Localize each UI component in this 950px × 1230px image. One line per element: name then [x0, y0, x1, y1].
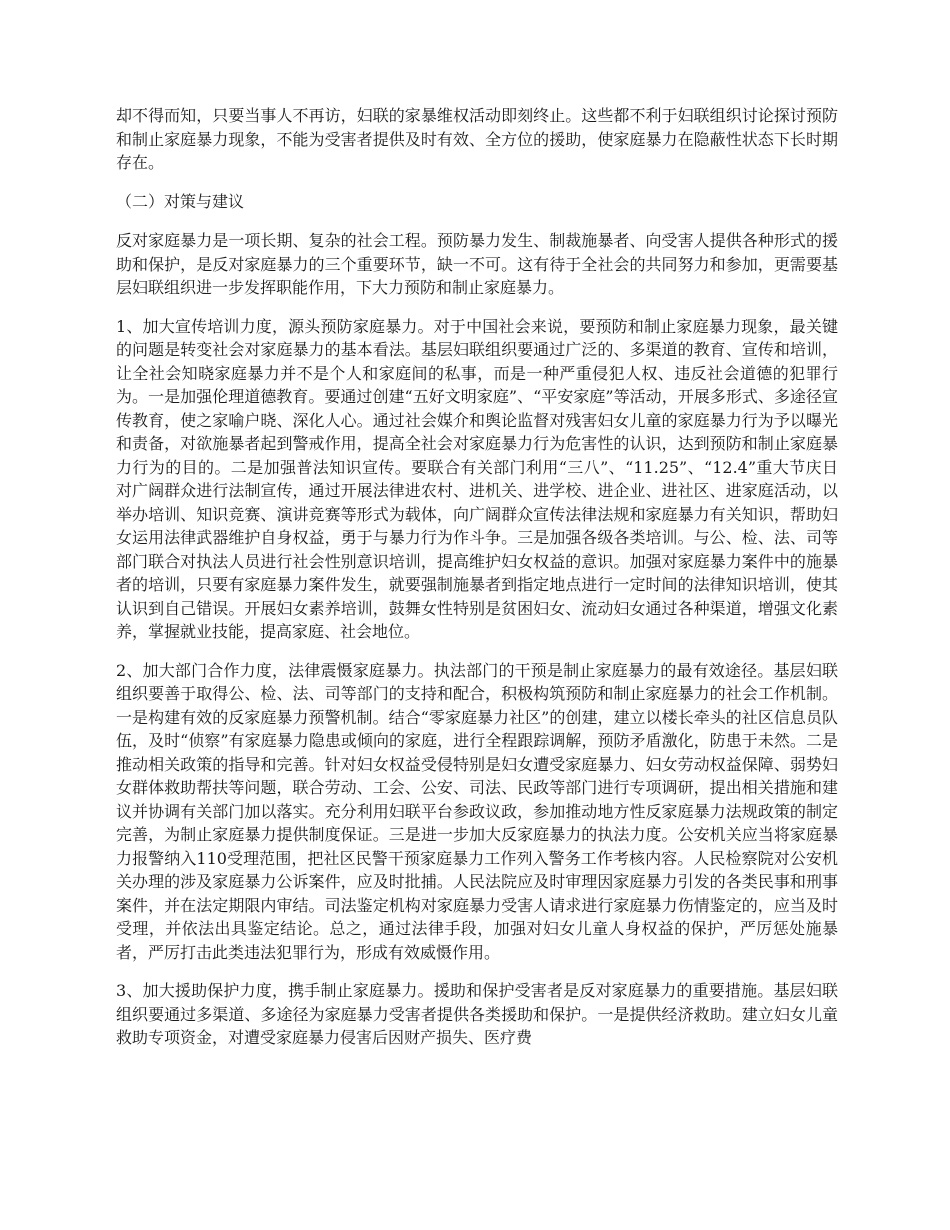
paragraph-item-2: 2、加大部门合作力度，法律震慑家庭暴力。执法部门的干预是制止家庭暴力的最有效途径。基层妇联组织要善于取得公、检、法、司等部门的支持和配合，积极构筑预防和制止家庭暴力的社会工作机制。一是构建有效的反家庭暴力预警机制。结合“零家庭暴力社区”的创建，建立以楼长牵头的社区信息员队伍，及时“侦察”有家庭暴力隐患或倾向的家庭，进行全程跟踪调解，预防矛盾激化，防患于未然。二是推动相关政策的指导和完善。针对妇女权益受侵特别是妇女遭受家庭暴力、妇女劳动权益保障、弱势妇女群体救助帮扶等问题，联合劳动、工会、公安、司法、民政等部门进行专项调研，提出相关措施和建议并协调有关部门加以落实。充分利用妇联平台参政议政，参加推动地方性反家庭暴力法规政策的制定完善，为制止家庭暴力提供制度保证。三是进一步加大反家庭暴力的执法力度。公安机关应当将家庭暴力报警纳入110受理范围，把社区民警干预家庭暴力工作列入警务工作考核内容。人民检察院对公安机关办理的涉及家庭暴力公诉案件，应及时批捕。人民法院应及时审理因家庭暴力引发的各类民事和刑事案件，并在法定期限内审结。司法鉴定机构对家庭暴力受害人请求进行家庭暴力伤情鉴定的，应当及时受理，并依法出具鉴定结论。总之，通过法律手段，加强对妇女儿童人身权益的保护，严厉惩处施暴者，严厉打击此类违法犯罪行为，形成有效威慑作用。: [116, 660, 838, 962]
paragraph-continuation: 却不得而知，只要当事人不再访，妇联的家暴维权活动即刻终止。这些都不利于妇联组织讨论探讨预防和制止家庭暴力现象，不能为受害者提供及时有效、全方位的援助，使家庭暴力在隐蔽性状态下长时期存在。: [116, 106, 838, 172]
paragraph-item-1: 1、加大宣传培训力度，源头预防家庭暴力。对于中国社会来说，要预防和制止家庭暴力现象，最关键的问题是转变社会对家庭暴力的基本看法。基层妇联组织要通过广泛的、多渠道的教育、宣传和培训，让全社会知晓家庭暴力并不是个人和家庭间的私事，而是一种严重侵犯人权、违反社会道德的犯罪行为。一是加强伦理道德教育。要通过创建“五好文明家庭”、“平安家庭”等活动，开展多形式、多途径宣传教育，使之家喻户晓、深化人心。通过社会媒介和舆论监督对残害妇女儿童的家庭暴力行为予以曝光和责备，对欲施暴者起到警戒作用，提高全社会对家庭暴力行为危害性的认识，达到预防和制止家庭暴力行为的目的。二是加强普法知识宣传。要联合有关部门利用“三八”、“11.25”、“12.4”重大节庆日对广阔群众进行法制宣传，通过开展法律进农村、进机关、进学校、进企业、进社区、进家庭活动，以举办培训、知识竞赛、演讲竞赛等形式为载体，向广阔群众宣传法律法规和家庭暴力有关知识，帮助妇女运用法律武器维护自身权益，勇于与暴力行为作斗争。三是加强各级各类培训。与公、检、法、司等部门联合对执法人员进行社会性别意识培训，提高维护妇女权益的意识。加强对家庭暴力案件中的施暴者的培训，只要有家庭暴力案件发生，就要强制施暴者到指定地点进行一定时间的法律知识培训，使其认识到自己错误。开展妇女素养培训，鼓舞女性特别是贫困妇女、流动妇女通过各种渠道，增强文化素养，掌握就业技能，提高家庭、社会地位。: [116, 316, 838, 641]
paragraph-item-3: 3、加大援助保护力度，携手制止家庭暴力。援助和保护受害者是反对家庭暴力的重要措施。基层妇联组织要通过多渠道、多途径为家庭暴力受害者提供各类援助和保护。一是提供经济救助。建立妇女儿童救助专项资金，对遭受家庭暴力侵害后因财产损失、医疗费: [116, 981, 838, 1047]
section-heading: （二）对策与建议: [116, 191, 245, 211]
document-body: [116, 104, 838, 1065]
paragraph-intro: 反对家庭暴力是一项长期、复杂的社会工程。预防暴力发生、制裁施暴者、向受害人提供各种形式的援助和保护，是反对家庭暴力的三个重要环节，缺一不可。这有待于全社会的共同努力和参加，更需要基层妇联组织进一步发挥职能作用，下大力预防和制止家庭暴力。: [116, 231, 838, 297]
